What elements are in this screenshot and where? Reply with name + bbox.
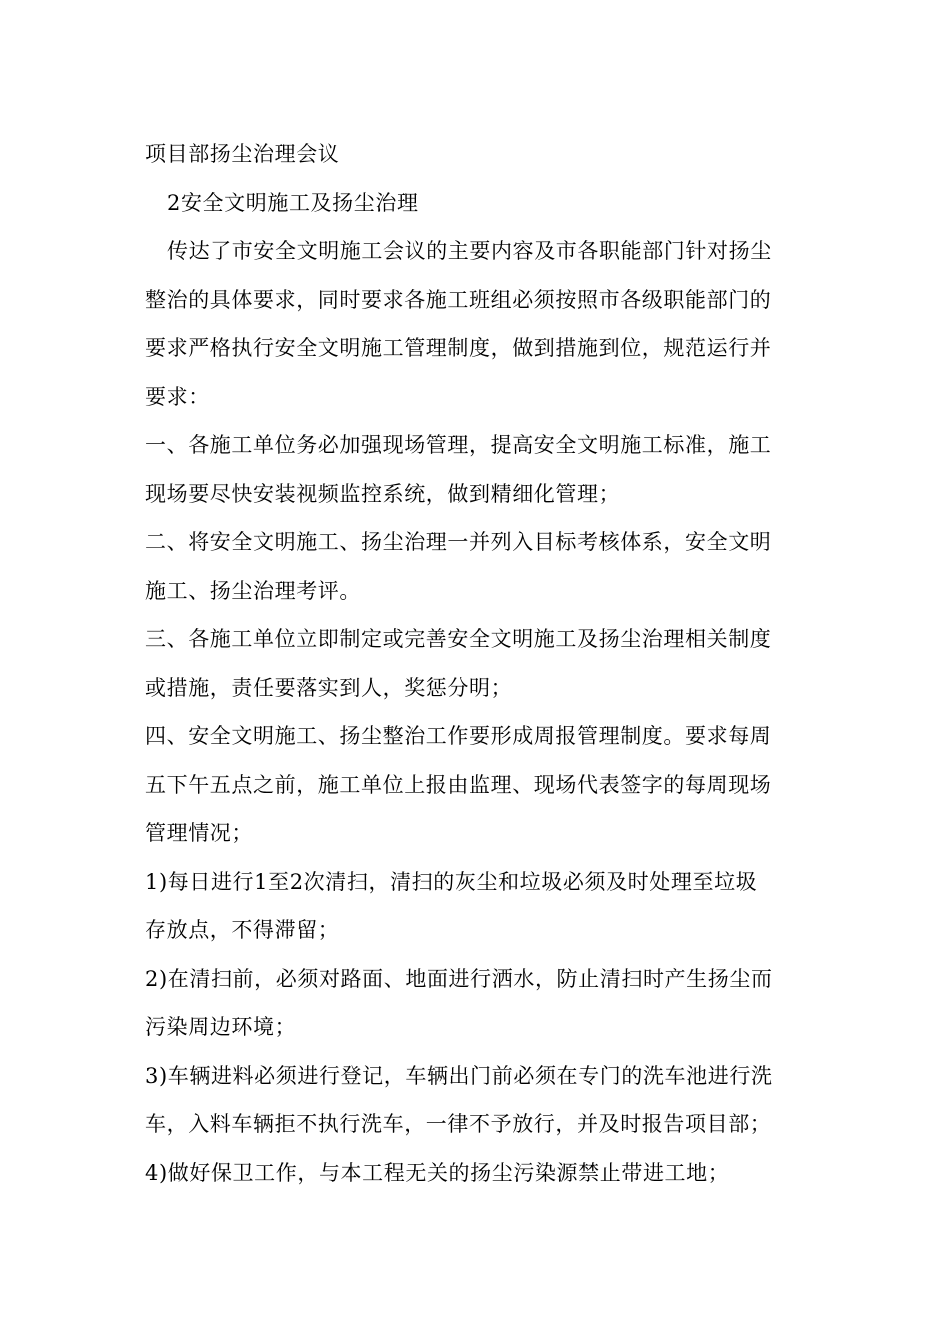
list-item-line: 五下午五点之前，施工单位上报由监理、现场代表签字的每周现场 bbox=[145, 772, 772, 797]
sub-item-line: 1)每日进行1至2次清扫，清扫的灰尘和垃圾必须及时处理至垃圾 bbox=[145, 869, 758, 894]
sub-item-line: 4)做好保卫工作，与本工程无关的扬尘污染源禁止带进工地； bbox=[145, 1160, 730, 1185]
list-item-line: 四、安全文明施工、扬尘整治工作要形成周报管理制度。要求每周 bbox=[145, 724, 772, 748]
sub-item-line: 3)车辆进料必须进行登记，车辆出门前必须在专门的洗车池进行洗 bbox=[145, 1063, 773, 1088]
sub-item-line: 车，入料车辆拒不执行洗车，一律不予放行，并及时报告项目部； bbox=[145, 1112, 772, 1136]
section-heading: 2安全文明施工及扬尘治理 bbox=[167, 190, 419, 215]
sub-item-line: 2)在清扫前，必须对路面、地面进行洒水，防止清扫时产生扬尘而 bbox=[145, 966, 773, 991]
list-item-line: 或措施，责任要落实到人，奖惩分明； bbox=[145, 675, 513, 700]
sub-item-line: 存放点，不得滞留； bbox=[145, 918, 340, 942]
list-item-line: 现场要尽快安装视频监控系统，做到精细化管理； bbox=[145, 481, 621, 506]
list-item-line: 三、各施工单位立即制定或完善安全文明施工及扬尘治理相关制度 bbox=[145, 627, 772, 651]
paragraph-line: 要求严格执行安全文明施工管理制度，做到措施到位，规范运行并 bbox=[145, 336, 772, 360]
list-item-line: 二、将安全文明施工、扬尘治理一并列入目标考核体系，安全文明 bbox=[145, 530, 772, 554]
paragraph-line: 整治的具体要求，同时要求各施工班组必须按照市各级职能部门的 bbox=[145, 287, 772, 312]
sub-item-line: 污染周边环境； bbox=[145, 1015, 297, 1039]
list-item-line: 一、各施工单位务必加强现场管理，提高安全文明施工标准，施工 bbox=[145, 433, 772, 457]
document-title: 项目部扬尘治理会议 bbox=[145, 142, 340, 166]
list-item-line: 管理情况； bbox=[145, 821, 253, 845]
list-item-line: 施工、扬尘治理考评。 bbox=[145, 578, 361, 603]
document-body bbox=[145, 130, 815, 1197]
paragraph-line: 传达了市安全文明施工会议的主要内容及市各职能部门针对扬尘 bbox=[167, 239, 772, 263]
paragraph-line: 要求： bbox=[145, 384, 210, 409]
